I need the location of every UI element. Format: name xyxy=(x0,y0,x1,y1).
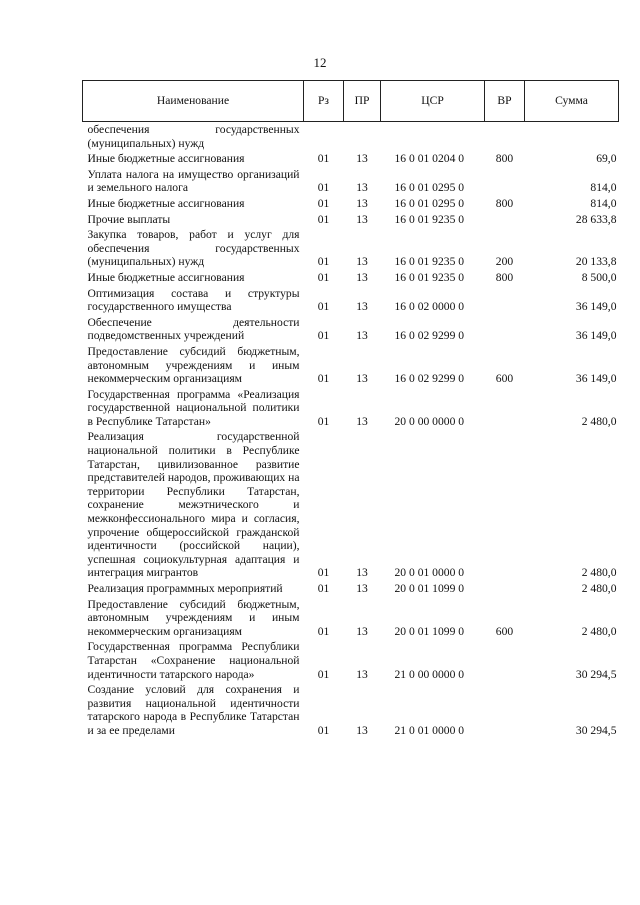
cell-vr xyxy=(485,286,525,315)
cell-vr xyxy=(485,315,525,344)
cell-csr: 16 0 02 0000 0 xyxy=(394,300,465,314)
table-row xyxy=(83,286,619,315)
table-row xyxy=(83,387,619,430)
cell-vr: 800 xyxy=(495,270,514,284)
table-row xyxy=(83,270,619,286)
cell-name: Уплата налога на имущество организаций и земельного налога xyxy=(87,167,300,195)
cell-csr: 16 0 02 9299 0 xyxy=(394,329,465,343)
cell-rz: 01 xyxy=(317,152,330,166)
cell-rz: 01 xyxy=(317,329,330,343)
cell-name: Иные бюджетные ассигнования xyxy=(87,196,245,210)
table-row xyxy=(83,639,619,682)
cell-sum: 2 480,0 xyxy=(581,414,617,428)
cell-pr: 13 xyxy=(356,196,368,210)
cell-pr: 13 xyxy=(356,181,368,195)
cell-name: обеспечения государственных (муниципальных) нужд xyxy=(87,123,300,150)
budget-table xyxy=(82,80,619,739)
table-row xyxy=(83,151,619,167)
cell-rz: 01 xyxy=(317,566,330,580)
cell-rz: 01 xyxy=(317,181,330,195)
cell-rz: 01 xyxy=(317,270,330,284)
cell-rz: 01 xyxy=(317,372,330,386)
cell-csr: 20 0 00 0000 0 xyxy=(394,414,465,428)
cell-rz xyxy=(304,122,344,152)
cell-csr: 16 0 01 9235 0 xyxy=(394,255,465,269)
cell-pr: 13 xyxy=(356,255,368,269)
cell-pr: 13 xyxy=(356,152,368,166)
table-row xyxy=(83,227,619,270)
cell-rz: 01 xyxy=(317,255,330,269)
cell-sum: 8 500,0 xyxy=(581,270,617,284)
column-header-name: Наименование xyxy=(83,81,304,122)
cell-pr: 13 xyxy=(356,414,368,428)
cell-pr: 13 xyxy=(356,624,368,638)
cell-pr: 13 xyxy=(356,372,368,386)
cell-name: Иные бюджетные ассигнования xyxy=(87,152,245,166)
cell-pr: 13 xyxy=(356,566,368,580)
cell-rz: 01 xyxy=(317,414,330,428)
cell-vr: 600 xyxy=(495,624,514,638)
cell-sum: 20 133,8 xyxy=(575,255,617,269)
table-row xyxy=(83,682,619,738)
cell-name: Иные бюджетные ассигнования xyxy=(87,270,245,284)
cell-csr: 21 0 00 0000 0 xyxy=(394,667,465,681)
cell-name: Оптимизация состава и структуры государственного имущества xyxy=(87,286,300,314)
cell-vr xyxy=(485,639,525,682)
cell-vr: 200 xyxy=(495,255,514,269)
table-row xyxy=(83,597,619,640)
cell-pr: 13 xyxy=(356,723,368,737)
cell-vr xyxy=(485,682,525,738)
cell-pr: 13 xyxy=(356,300,368,314)
cell-rz: 01 xyxy=(317,723,330,737)
cell-sum: 30 294,5 xyxy=(575,667,617,681)
cell-vr xyxy=(485,122,525,152)
cell-name: Закупка товаров, работ и услуг для обеспечения государственных (муниципальных) нужд xyxy=(87,228,300,269)
table-row xyxy=(83,212,619,228)
cell-sum xyxy=(525,122,619,152)
cell-csr xyxy=(381,122,485,152)
cell-name: Прочие выплаты xyxy=(87,212,171,226)
cell-sum: 814,0 xyxy=(590,181,617,195)
cell-csr: 21 0 01 0000 0 xyxy=(394,723,465,737)
table-row xyxy=(83,315,619,344)
table-row xyxy=(83,196,619,212)
table-body xyxy=(83,122,619,739)
cell-vr xyxy=(485,429,525,581)
cell-pr xyxy=(344,122,381,152)
table-row xyxy=(83,167,619,196)
cell-sum: 814,0 xyxy=(590,196,617,210)
table-header xyxy=(83,81,619,122)
cell-vr: 800 xyxy=(495,152,514,166)
cell-sum: 36 149,0 xyxy=(575,300,617,314)
cell-pr: 13 xyxy=(356,582,368,595)
cell-pr: 13 xyxy=(356,329,368,343)
cell-pr: 13 xyxy=(356,667,368,681)
cell-sum: 28 633,8 xyxy=(575,212,617,226)
cell-csr: 20 0 01 0000 0 xyxy=(394,566,465,580)
cell-csr: 16 0 01 9235 0 xyxy=(394,270,465,284)
cell-rz: 01 xyxy=(317,582,330,595)
table-row xyxy=(83,344,619,387)
cell-csr: 20 0 01 1099 0 xyxy=(394,582,465,595)
cell-csr: 16 0 01 9235 0 xyxy=(394,212,465,226)
cell-sum: 2 480,0 xyxy=(581,566,617,580)
cell-sum: 30 294,5 xyxy=(575,723,617,737)
column-header-pr: ПР xyxy=(344,81,381,122)
cell-rz: 01 xyxy=(317,624,330,638)
column-header-sum: Сумма xyxy=(525,81,619,122)
cell-name: Предоставление субсидий бюджетным, автономным учреждениям и иным некоммерческим организациям xyxy=(87,344,300,386)
cell-name: Государственная программа Республики Татарстан «Сохранение национальной идентичности татарского народа» xyxy=(87,640,300,681)
cell-sum: 2 480,0 xyxy=(581,624,617,638)
cell-name: Создание условий для сохранения и развития национальной идентичности татарского народа в Республике Татарстан и за ее пределами xyxy=(87,683,300,737)
cell-sum: 36 149,0 xyxy=(575,372,617,386)
table-row xyxy=(83,581,619,597)
cell-rz: 01 xyxy=(317,667,330,681)
column-header-csr: ЦСР xyxy=(381,81,485,122)
cell-csr: 16 0 01 0204 0 xyxy=(394,152,465,166)
cell-rz: 01 xyxy=(317,300,330,314)
cell-name: Реализация программных мероприятий xyxy=(87,582,283,595)
cell-vr xyxy=(485,167,525,196)
table-row xyxy=(83,122,619,152)
cell-csr: 20 0 01 1099 0 xyxy=(394,624,465,638)
cell-pr: 13 xyxy=(356,212,368,226)
cell-sum: 2 480,0 xyxy=(581,582,617,595)
cell-name: Реализация государственной национальной политики в Республике Татарстан, цивилизованное развитие представителей народов, проживающих на территории Республики Татарстан, сохранение межэтнического и межконфессионального мира и согласия, упрочение общероссийской гражданской идентичности (российской нации), успешная социокультурная адаптация и интеграция мигрантов xyxy=(87,430,300,580)
cell-vr: 600 xyxy=(495,372,514,386)
cell-vr xyxy=(485,212,525,228)
cell-vr xyxy=(485,581,525,597)
cell-vr xyxy=(485,387,525,430)
cell-rz: 01 xyxy=(317,212,330,226)
column-header-vr: ВР xyxy=(485,81,525,122)
page-number: 12 xyxy=(313,55,327,70)
cell-csr: 16 0 02 9299 0 xyxy=(394,372,465,386)
cell-csr: 16 0 01 0295 0 xyxy=(394,196,465,210)
cell-rz: 01 xyxy=(317,196,330,210)
cell-name: Государственная программа «Реализация государственной национальной политики в Республике Татарстан» xyxy=(87,387,300,428)
table-row xyxy=(83,429,619,581)
cell-pr: 13 xyxy=(356,270,368,284)
cell-vr: 800 xyxy=(495,196,514,210)
cell-csr: 16 0 01 0295 0 xyxy=(394,181,465,195)
cell-name: Предоставление субсидий бюджетным, автономным учреждениям и иным некоммерческим организациям xyxy=(87,597,300,638)
column-header-rz: Рз xyxy=(304,81,344,122)
cell-sum: 69,0 xyxy=(596,152,617,166)
cell-name: Обеспечение деятельности подведомственных учреждений xyxy=(87,315,300,343)
cell-sum: 36 149,0 xyxy=(575,329,617,343)
